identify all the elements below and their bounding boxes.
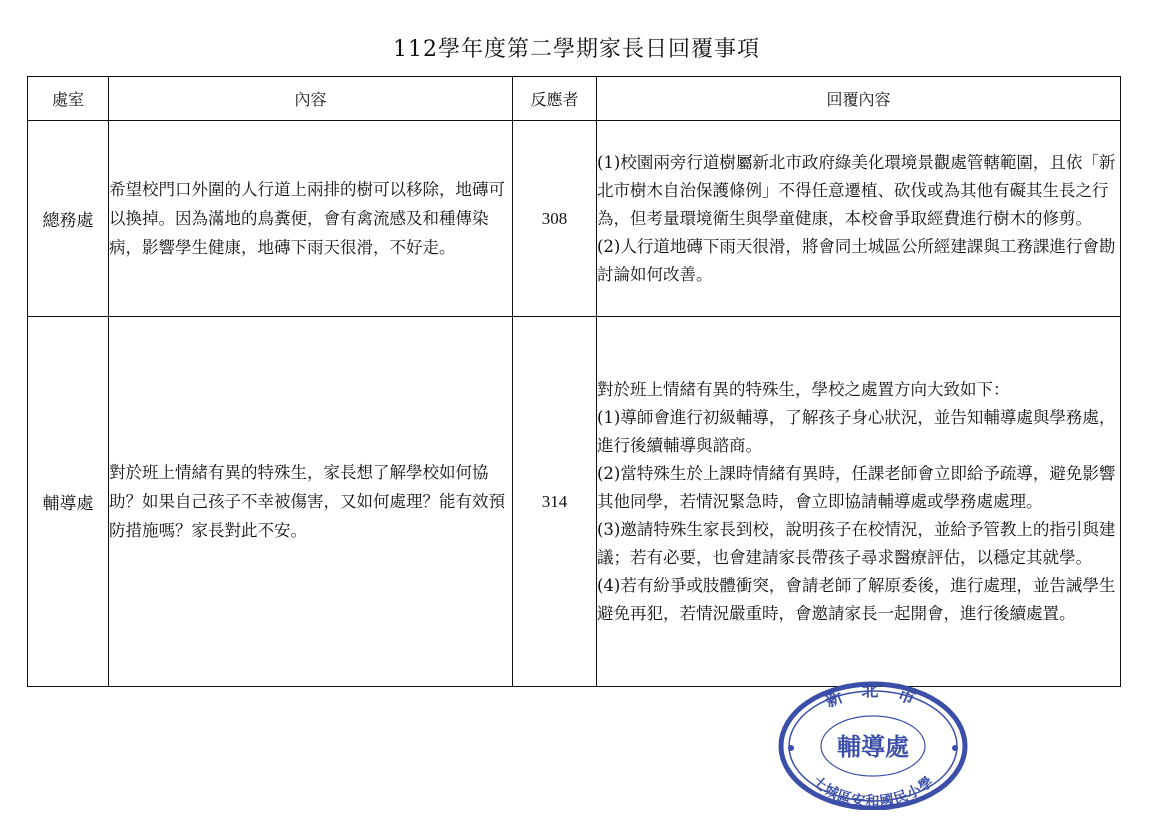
reply-paragraph: (1)導師會進行初級輔導，了解孩子身心狀況，並告知輔導處與學務處，進行後續輔導與諮商。 [597, 407, 1116, 455]
header-respondents: 反應者 [513, 77, 597, 121]
header-content: 內容 [109, 77, 513, 121]
table-row [28, 121, 1121, 317]
content-cell: 對於班上情緒有異的特殊生，家長想了解學校如何協助？如果自己孩子不幸被傷害，又如何處理？能有效預防措施嗎？家長對此不安。 [109, 317, 513, 687]
table-row [28, 317, 1121, 687]
seal-star-icon [788, 745, 794, 751]
reply-paragraph: (2)當特殊生於上課時情緒有異時，任課老師會立即給予疏導，避免影響其他同學，若情況緊急時，會立即協請輔導處或學務處處理。 [597, 463, 1116, 511]
reply-cell [597, 317, 1121, 687]
reply-paragraph: (1)校園兩旁行道樹屬新北市政府綠美化環境景觀處管轄範圍，且依「新北市樹木自治保護條例」不得任意遷植、砍伐或為其他有礙其生長之行為，但考量環境衛生與學童健康，本校會爭取經費進行樹木的修剪。 [597, 152, 1116, 228]
reply-table [27, 76, 1121, 687]
table-header-row [28, 77, 1121, 121]
reply-paragraph: (4)若有紛爭或肢體衝突，會請老師了解原委後，進行處理，並告誡學生避免再犯，若情況嚴重時，會邀請家長一起開會，進行後續處置。 [597, 575, 1116, 623]
header-reply: 回覆內容 [597, 77, 1121, 121]
header-office: 處室 [28, 77, 109, 121]
respondents-cell: 314 [513, 317, 597, 687]
seal-bottom-text: 土城區安和國民小學 [808, 773, 938, 810]
office-cell: 總務處 [28, 121, 109, 317]
content-cell: 希望校門口外圍的人行道上兩排的樹可以移除，地磚可以換掉。因為滿地的鳥糞便，會有禽流感及和種傳染病，影響學生健康，地磚下雨天很滑，不好走。 [109, 121, 513, 317]
respondents-cell: 308 [513, 121, 597, 317]
reply-paragraph: (3)邀請特殊生家長到校，說明孩子在校情況，並給予管教上的指引與建議；若有必要，也會建請家長帶孩子尋求醫療評估，以穩定其就學。 [597, 519, 1116, 567]
reply-paragraph: (2)人行道地磚下雨天很滑，將會同土城區公所經建課與工務課進行會勘討論如何改善。 [597, 236, 1116, 284]
page-title: 112學年度第二學期家長日回覆事項 [393, 37, 760, 62]
office-seal [775, 680, 971, 810]
reply-paragraph: 對於班上情緒有異的特殊生，學校之處置方向大致如下： [597, 379, 1010, 399]
seal-top-text: 新 北 市 [822, 681, 924, 712]
seal-star-icon [952, 745, 958, 751]
office-cell: 輔導處 [28, 317, 109, 687]
seal-center-text: 輔導處 [837, 732, 909, 761]
reply-cell [597, 121, 1121, 317]
